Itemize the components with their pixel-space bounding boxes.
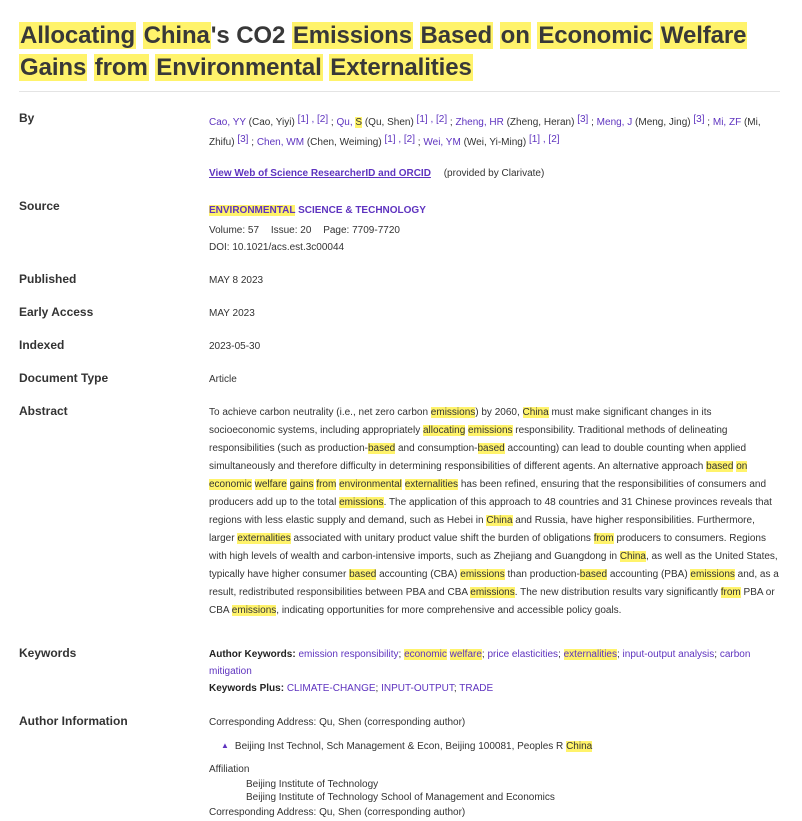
author-entry <box>256 134 416 148</box>
author-link[interactable]: Wei, YM <box>423 137 461 148</box>
keyword-text: price elasticities <box>487 649 559 660</box>
abstract-highlight: based <box>349 569 377 580</box>
author-link[interactable] <box>337 117 363 128</box>
keyword-highlight: externalities <box>563 649 617 660</box>
title-divider <box>19 91 780 92</box>
caret-up-icon[interactable]: ▲ <box>221 741 229 750</box>
author-full-name: (Cao, Yiyi) <box>245 117 298 128</box>
doi-line <box>209 239 780 256</box>
abstract-text: accounting (PBA) <box>607 569 691 580</box>
abstract-text: must make significant changes in its socioeconomic systems, including appropriately <box>209 407 712 436</box>
address-highlight: China <box>566 741 593 752</box>
author-keyword-link[interactable] <box>487 649 558 660</box>
document-type-value: Article <box>209 374 237 385</box>
researcher-id-link[interactable]: View Web of Science ResearcherID and ORCID <box>209 168 431 179</box>
author-keyword-link[interactable] <box>564 649 617 660</box>
author-entry <box>209 114 329 128</box>
author-full-name: (Mi, Zhifu) <box>209 117 761 148</box>
published-value: MAY 8 2023 <box>209 275 264 286</box>
author-link[interactable]: Cao, YY <box>209 117 246 128</box>
abstract-highlight: based <box>367 443 396 454</box>
abstract-text: associated with unitary product value shift the burden of obligations <box>290 533 594 544</box>
title-word-highlight: Gains <box>20 54 87 81</box>
abstract-text: and Russia, have higher responsibilities. Furthermore, larger <box>209 515 755 544</box>
keyword-text: carbon mitigation <box>209 649 751 677</box>
author-info-row <box>19 714 782 821</box>
abstract-highlight: welfare <box>254 479 287 490</box>
author-short-name: Qu, <box>336 117 356 128</box>
by-label: By <box>19 111 35 125</box>
title-word-highlight: Based <box>420 22 493 49</box>
author-affiliation-refs[interactable]: [1] , [2] <box>384 134 416 145</box>
keyword-plus-link[interactable]: INPUT-OUTPUT <box>381 683 454 694</box>
provided-by-text: (provided by Clarivate) <box>443 168 545 179</box>
source-row <box>19 197 782 256</box>
title-word-text <box>136 22 143 49</box>
abstract-text: PBA or CBA <box>209 587 775 616</box>
abstract-highlight: from <box>593 533 614 544</box>
early-access-value: MAY 2023 <box>209 308 255 319</box>
author-separator: ; <box>328 117 337 128</box>
volume-value: 57 <box>247 225 260 236</box>
abstract-highlight: emissions <box>231 605 277 616</box>
abstract-highlight: emissions <box>468 425 513 436</box>
early-access-row <box>19 305 782 322</box>
doi-label: DOI: <box>209 242 230 253</box>
author-separator: ; <box>248 137 257 148</box>
document-type-label: Document Type <box>19 371 109 385</box>
abstract-text: has been refined, ensuring that the responsibilities of consumers and producers add up to the total <box>209 479 767 508</box>
keyword-text: emission responsibility <box>298 649 399 660</box>
keywords-plus-label: Keywords Plus: <box>209 683 287 694</box>
abstract-highlight: externalities <box>404 479 459 490</box>
keyword-separator: ; <box>714 649 720 660</box>
author-entry <box>455 114 589 128</box>
abstract-label: Abstract <box>19 404 68 418</box>
abstract-highlight: gains <box>289 479 314 490</box>
affiliation-item: Beijing Institute of Technology School of Management and Economics <box>246 792 555 803</box>
author-entry <box>596 114 705 128</box>
title-word-text <box>653 22 660 49</box>
author-link[interactable]: Meng, J <box>596 117 633 128</box>
author-full-name: (Wei, Yi-Ming) <box>460 137 529 148</box>
author-short-highlight: S <box>355 117 363 128</box>
abstract-text: , as well as the United States, typically have higher consumer <box>209 551 778 580</box>
abstract-highlight: emissions <box>430 407 476 418</box>
title-word-highlight: Allocating <box>20 22 136 49</box>
keyword-separator: ; <box>558 649 564 660</box>
author-keywords-label: Author Keywords: <box>209 649 299 660</box>
author-entry <box>423 134 560 148</box>
journal-link[interactable] <box>209 205 426 216</box>
abstract-text: ) by 2060, <box>475 407 523 418</box>
abstract-text: accounting (CBA) <box>376 569 461 580</box>
keyword-separator: ; <box>616 649 623 660</box>
author-link[interactable]: Chen, WM <box>256 137 305 148</box>
title-word-text <box>87 54 94 81</box>
author-keyword-link[interactable] <box>298 649 398 660</box>
keyword-text: input-output analysis <box>622 649 715 660</box>
abstract-text: and, as a result, redistributed responsibilities between PBA and CBA <box>209 569 779 598</box>
title-word-highlight: Welfare <box>660 22 747 49</box>
author-full-name: (Chen, Weiming) <box>304 137 385 148</box>
abstract-highlight: emissions <box>460 569 505 580</box>
keyword-plus-link[interactable]: CLIMATE-CHANGE <box>286 683 376 694</box>
address-text: Beijing Inst Technol, Sch Management & Econ, Beijing 100081, Peoples R <box>234 741 567 752</box>
title-word-highlight: Emissions <box>292 22 412 49</box>
researcher-row <box>19 165 782 182</box>
title-word-highlight: on <box>500 22 530 49</box>
indexed-label: Indexed <box>19 338 65 352</box>
abstract-highlight: from <box>316 479 337 490</box>
author-affiliation-refs[interactable]: [3] <box>237 134 249 145</box>
volume-line <box>209 222 780 239</box>
abstract-text: and consumption- <box>395 443 478 454</box>
author-affiliation-refs[interactable]: [1] , [2] <box>416 114 448 125</box>
abstract-highlight: on <box>736 461 748 472</box>
affiliation-item: Beijing Institute of Technology <box>246 779 379 790</box>
address-line[interactable] <box>209 737 780 755</box>
published-row <box>19 272 782 289</box>
title-word-text <box>413 22 420 49</box>
author-separator: ; <box>415 137 424 148</box>
keyword-separator: ; <box>453 683 460 694</box>
author-separator: ; <box>447 117 456 128</box>
authors-list <box>209 111 780 151</box>
abstract-highlight: emissions <box>690 569 735 580</box>
title-word-highlight: Economic <box>538 22 653 49</box>
abstract-highlight: China <box>486 515 513 526</box>
title-word-highlight: China <box>143 22 210 49</box>
keyword-separator: ; <box>375 683 382 694</box>
source-label: Source <box>19 199 60 213</box>
keyword-highlight: welfare <box>449 649 482 660</box>
abstract-row <box>19 404 782 620</box>
issue-value: 20 <box>300 225 312 236</box>
abstract-highlight: emissions <box>470 587 515 598</box>
abstract-text: . The new distribution results vary significantly <box>514 587 721 598</box>
affiliation-label: Affiliation <box>209 764 250 775</box>
abstract-text: , indicating opportunities for more comprehensive and accessible policy goals. <box>276 605 622 616</box>
page-value: 7709-7720 <box>352 225 400 236</box>
page-title <box>19 0 782 84</box>
author-keyword-link[interactable] <box>623 649 715 660</box>
author-affiliation-refs[interactable]: [3] <box>577 114 589 125</box>
abstract-highlight: China <box>619 551 646 562</box>
early-access-label: Early Access <box>19 305 94 319</box>
title-word-highlight: Externalities <box>330 54 472 81</box>
abstract-highlight: externalities <box>237 533 291 544</box>
abstract-text: responsibility. Traditional methods of delineating responsibilities (such as production- <box>209 425 728 454</box>
author-link[interactable]: Mi, ZF <box>712 117 742 128</box>
authors-row <box>19 111 782 151</box>
page-label: Page: <box>323 225 350 236</box>
abstract-highlight: based <box>477 443 505 454</box>
doi-value: 10.1021/acs.est.3c00044 <box>232 242 345 253</box>
keyword-separator: ; <box>398 649 405 660</box>
indexed-value: 2023-05-30 <box>209 341 261 352</box>
affiliation-list <box>209 778 780 804</box>
volume-label: Volume: <box>209 225 246 236</box>
author-affiliation-refs[interactable]: [3] <box>693 114 705 125</box>
abstract-highlight: based <box>579 569 608 580</box>
author-keywords <box>209 646 780 680</box>
author-info-label: Author Information <box>19 714 128 728</box>
corresponding-address-2: Corresponding Address: Qu, Shen (corresponding author) <box>209 807 466 818</box>
keyword-plus-link[interactable]: TRADE <box>459 683 494 694</box>
author-link[interactable]: Zheng, HR <box>455 117 504 128</box>
indexed-row <box>19 338 782 355</box>
abstract-highlight: emissions <box>339 497 384 508</box>
document-type-row <box>19 371 782 388</box>
author-affiliation-refs[interactable]: [1] , [2] <box>528 134 560 145</box>
corresponding-address: Corresponding Address: Qu, Shen (corresponding author) <box>209 717 466 728</box>
title-word-text: 's CO2 <box>210 22 292 49</box>
issue-label: Issue: <box>270 225 298 236</box>
abstract-text <box>209 404 780 620</box>
author-full-name: (Zheng, Heran) <box>503 117 578 128</box>
keywords-plus <box>209 680 780 697</box>
author-full-name: (Qu, Shen) <box>362 117 417 128</box>
keyword-highlight: economic <box>404 649 447 660</box>
abstract-highlight: China <box>522 407 549 418</box>
abstract-text: than production- <box>504 569 580 580</box>
abstract-highlight: allocating <box>423 425 466 436</box>
title-word-text <box>493 22 500 49</box>
abstract-text: To achieve carbon neutrality (i.e., net zero carbon <box>209 407 431 418</box>
keywords-row <box>19 646 782 697</box>
title-word-highlight: from <box>94 54 148 81</box>
title-word-highlight: Environmental <box>156 54 322 81</box>
journal-highlight: ENVIRONMENTAL <box>209 205 296 216</box>
abstract-highlight: environmental <box>339 479 402 490</box>
abstract-text: producers to consumers. Regions with high levels of wealth and carbon-intensive imports, such as Zhejiang and Guangdong in <box>209 533 766 562</box>
keyword-separator: ; <box>481 649 488 660</box>
journal-name-rest: SCIENCE & TECHNOLOGY <box>295 205 426 216</box>
author-affiliation-refs[interactable]: [1] , [2] <box>297 114 329 125</box>
keywords-label: Keywords <box>19 646 77 660</box>
author-keyword-link[interactable] <box>404 649 482 660</box>
abstract-highlight: from <box>720 587 741 598</box>
author-separator: ; <box>588 117 597 128</box>
abstract-text: accounting) can lead to double counting when applied simultaneously and therefore difficulty in determining responsibilities of different agents. An alternative approach <box>209 443 747 472</box>
abstract-highlight: economic <box>209 479 252 490</box>
abstract-highlight: based <box>706 461 734 472</box>
author-separator: ; <box>704 117 713 128</box>
published-label: Published <box>19 272 77 286</box>
author-full-name: (Meng, Jing) <box>632 117 694 128</box>
abstract-text: . The application of this approach to 48 countries and 31 Chinese provinces reveals that regions with less elastic supply and demand, such as Hebei in <box>209 497 772 526</box>
author-entry <box>336 114 448 128</box>
